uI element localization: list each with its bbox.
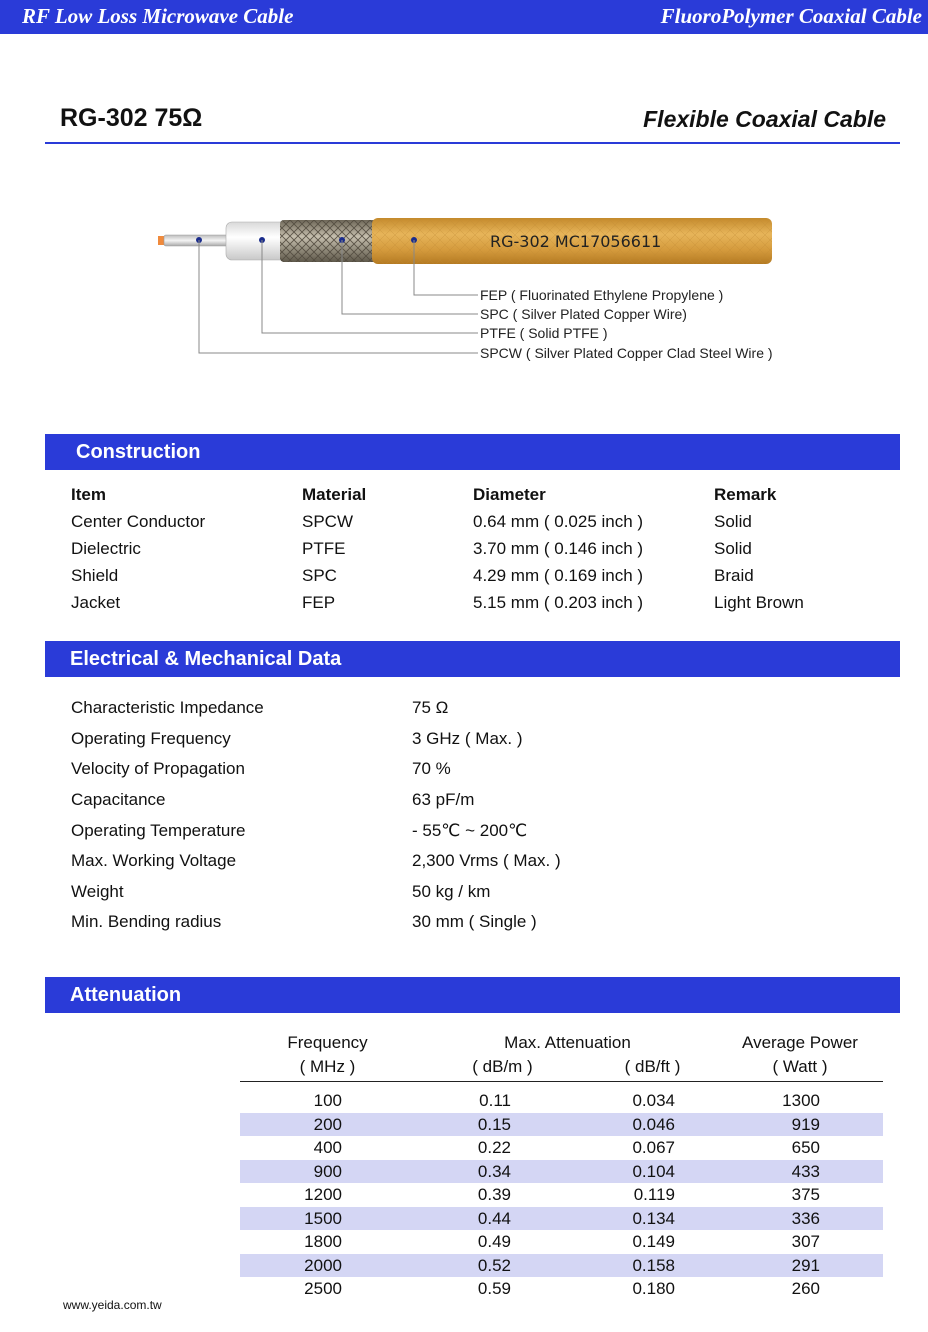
construction-item: Shield (71, 566, 119, 585)
att-power: 336 (791, 1208, 820, 1228)
electrical-value: 75 Ω (412, 698, 449, 717)
construction-col-material: Material (302, 485, 367, 504)
construction-diameter: 0.64 mm ( 0.025 inch ) (473, 512, 644, 531)
construction-material: PTFE (302, 539, 346, 558)
cable-diagram (150, 200, 810, 370)
construction-remark: Solid (714, 512, 752, 531)
construction-col-item: Item (71, 485, 106, 504)
att-frequency: 1800 (304, 1232, 342, 1251)
callout-ptfe: PTFE ( Solid PTFE ) (480, 325, 608, 341)
construction-material: SPC (302, 566, 337, 585)
att-col-max-attenuation: Max. Attenuation (504, 1033, 631, 1052)
construction-remark: Light Brown (714, 593, 804, 612)
att-frequency: 400 (313, 1138, 342, 1157)
att-dbm: 0.22 (477, 1138, 511, 1157)
construction-diameter: 5.15 mm ( 0.203 inch ) (473, 593, 644, 612)
electrical-label: Weight (71, 882, 124, 901)
electrical-value: 63 pF/m (412, 790, 475, 809)
att-power: 260 (791, 1279, 820, 1298)
table-row (240, 1136, 883, 1159)
att-col-dbm: ( dB/m ) (472, 1057, 533, 1076)
dielectric (226, 222, 286, 260)
table-row (240, 1230, 883, 1253)
electrical-header (45, 641, 900, 677)
att-dbm: 0.15 (477, 1114, 511, 1134)
att-dbm: 0.39 (477, 1185, 511, 1204)
att-dbft: 0.104 (632, 1161, 675, 1181)
table-row (240, 1207, 883, 1230)
construction-item: Center Conductor (71, 512, 206, 531)
electrical-value: 70 % (412, 759, 451, 778)
att-frequency: 1500 (304, 1208, 342, 1228)
construction-material: SPCW (302, 512, 353, 531)
att-power: 375 (791, 1185, 820, 1204)
att-frequency: 2500 (304, 1279, 342, 1298)
construction-diameter: 4.29 mm ( 0.169 inch ) (473, 566, 644, 585)
electrical-value: 2,300 Vrms ( Max. ) (412, 851, 561, 870)
braid-weave (280, 220, 380, 262)
electrical-label: Min. Bending radius (71, 912, 222, 931)
electrical-label: Operating Frequency (71, 729, 231, 748)
att-header-rule (240, 1081, 883, 1082)
att-power: 307 (791, 1232, 820, 1251)
att-frequency: 2000 (304, 1255, 342, 1275)
construction-remark: Solid (714, 539, 752, 558)
electrical-value: 30 mm ( Single ) (412, 912, 537, 931)
att-dbm: 0.11 (479, 1091, 511, 1110)
att-dbft: 0.034 (632, 1091, 675, 1110)
product-model: RG-302 75Ω (60, 104, 203, 132)
construction-item: Jacket (71, 593, 121, 612)
footer-website: www.yeida.com.tw (63, 1298, 162, 1312)
attenuation-title: Attenuation (70, 984, 182, 1006)
att-power: 291 (791, 1255, 820, 1275)
electrical-label: Capacitance (71, 790, 166, 809)
att-power: 1300 (782, 1091, 820, 1110)
att-col-frequency-unit: ( MHz ) (299, 1057, 356, 1076)
construction-col-remark: Remark (714, 485, 777, 504)
att-dbm: 0.34 (477, 1161, 511, 1181)
table-row (240, 1160, 883, 1183)
top-banner (0, 0, 928, 34)
att-col-average-power: Average Power (742, 1033, 858, 1052)
att-frequency: 100 (313, 1091, 342, 1110)
att-dbft: 0.180 (632, 1279, 675, 1298)
electrical-label: Characteristic Impedance (71, 698, 264, 717)
att-dbft: 0.046 (632, 1114, 675, 1134)
construction-header (45, 434, 900, 470)
cable-print-text: RG-302 MC17056611 (490, 232, 662, 251)
electrical-label: Velocity of Propagation (71, 759, 245, 778)
att-dbm: 0.49 (477, 1232, 511, 1251)
table-row (240, 1254, 883, 1277)
table-row (240, 1113, 883, 1136)
att-col-dbft: ( dB/ft ) (624, 1057, 681, 1076)
att-dbft: 0.149 (632, 1232, 675, 1251)
title-rule (45, 142, 900, 144)
callout-spc: SPC ( Silver Plated Copper Wire) (480, 306, 687, 322)
callout-spcw: SPCW ( Silver Plated Copper Clad Steel Wire ) (480, 345, 773, 361)
construction-diameter: 3.70 mm ( 0.146 inch ) (473, 539, 644, 558)
att-power: 919 (791, 1114, 820, 1134)
construction-remark: Braid (714, 566, 754, 585)
att-dbft: 0.067 (632, 1138, 675, 1157)
att-dbft: 0.119 (633, 1185, 675, 1204)
att-dbm: 0.44 (477, 1208, 511, 1228)
att-frequency: 1200 (304, 1185, 342, 1204)
construction-col-diameter: Diameter (473, 485, 546, 504)
table-row (240, 1089, 883, 1112)
att-col-power-unit: ( Watt ) (772, 1057, 828, 1076)
electrical-label: Max. Working Voltage (71, 851, 237, 870)
construction-title: Construction (76, 441, 201, 463)
att-dbm: 0.52 (477, 1255, 511, 1275)
att-dbft: 0.134 (632, 1208, 675, 1228)
att-power: 650 (791, 1138, 820, 1157)
table-row (240, 1277, 883, 1300)
construction-item: Dielectric (71, 539, 141, 558)
electrical-value: 50 kg / km (412, 882, 491, 901)
electrical-label: Operating Temperature (71, 821, 246, 840)
banner-left-title: RF Low Loss Microwave Cable (22, 4, 294, 28)
electrical-value: 3 GHz ( Max. ) (412, 729, 523, 748)
att-col-frequency: Frequency (287, 1033, 368, 1052)
att-frequency: 200 (313, 1114, 342, 1134)
callout-fep: FEP ( Fluorinated Ethylene Propylene ) (480, 287, 724, 303)
att-power: 433 (791, 1161, 820, 1181)
att-frequency: 900 (313, 1161, 342, 1181)
product-subtitle: Flexible Coaxial Cable (643, 106, 886, 132)
table-row (240, 1183, 883, 1206)
attenuation-header (45, 977, 900, 1013)
att-dbft: 0.158 (632, 1255, 675, 1275)
banner-right-title: FluoroPolymer Coaxial Cable (660, 4, 922, 28)
electrical-title: Electrical & Mechanical Data (70, 648, 342, 670)
electrical-value: - 55℃ ~ 200℃ (412, 821, 528, 840)
construction-material: FEP (302, 593, 336, 612)
att-dbm: 0.59 (477, 1279, 511, 1298)
